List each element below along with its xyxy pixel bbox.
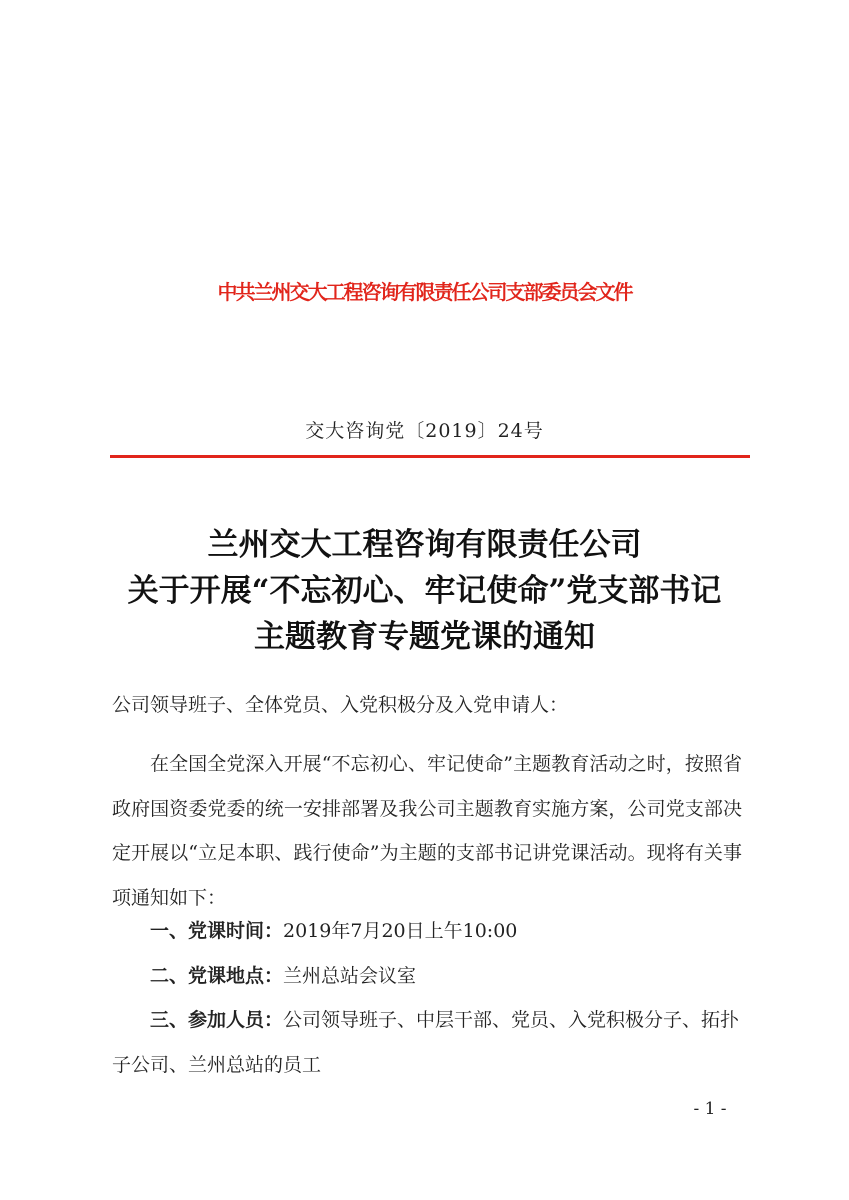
masthead-title: 中共兰州交大工程咨询有限责任公司支部委员会文件 <box>217 280 632 304</box>
list-item-time <box>112 909 742 954</box>
notice-title-line-3: 主题教育专题党课的通知 <box>254 619 595 655</box>
body-paragraph: 在全国全党深入开展“不忘初心、牢记使命”主题教育活动之时，按照省政府国资委党委的统一安排部署及我公司主题教育实施方案，公司党支部决定开展以“立足本职、践行使命”为主题的支部书记讲党课活动。现将有关事项通知如下： <box>112 753 742 909</box>
list-item-participants <box>112 998 742 1087</box>
item-value: 公司领导班子、中层干部、党员、入党积极分子、拓扑子公司、兰州总站的员工 <box>112 1009 740 1076</box>
item-label: 三、参加人员： <box>150 1009 284 1031</box>
salutation: 公司领导班子、全体党员、入党积极分及入党申请人： <box>112 694 569 716</box>
item-value: 兰州总站会议室 <box>283 965 417 987</box>
page-number: - 1 - <box>693 1099 727 1119</box>
list-item-location <box>112 954 742 999</box>
notice-title-line-2: 关于开展“不忘初心、牢记使命”党支部书记 <box>127 573 722 609</box>
notice-title <box>0 522 849 660</box>
item-label: 二、党课地点： <box>150 965 284 987</box>
red-divider-line <box>110 455 750 458</box>
item-label: 一、党课时间： <box>150 920 284 942</box>
notice-title-line-1: 兰州交大工程咨询有限责任公司 <box>207 527 642 563</box>
item-value: 2019年7月20日上午10:00 <box>283 920 518 942</box>
document-number: 交大咨询党〔2019〕24号 <box>305 420 544 442</box>
